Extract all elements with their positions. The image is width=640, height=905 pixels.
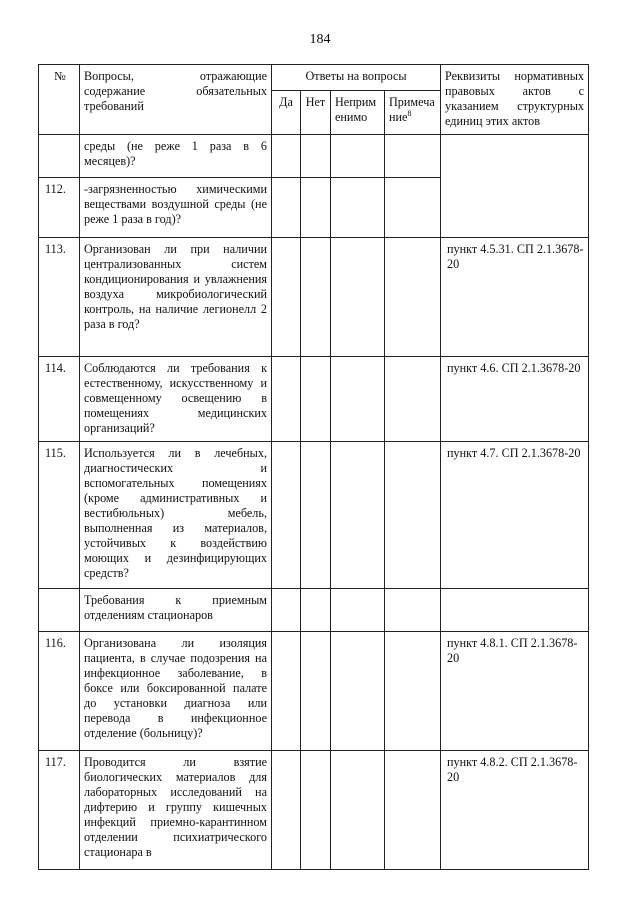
table-row [39, 357, 589, 442]
answer-no-cell[interactable] [301, 751, 331, 870]
section-heading: Требования к приемным отделениям стационаров [80, 589, 272, 632]
page-number: 184 [309, 32, 331, 47]
answer-note-cell[interactable] [385, 178, 441, 238]
header-requisites: Реквизиты нормативных правовых актов с указанием структурных единиц этих актов [441, 65, 589, 135]
answer-note-cell[interactable] [385, 751, 441, 870]
answer-na-cell[interactable] [331, 357, 385, 442]
row-reference: пункт 4.8.2. СП 2.1.3678-20 [441, 751, 589, 870]
answer-no-cell[interactable] [301, 589, 331, 632]
answer-note-cell[interactable] [385, 589, 441, 632]
answer-no-cell[interactable] [301, 632, 331, 751]
table-row [39, 751, 589, 870]
answer-na-cell[interactable] [331, 442, 385, 589]
answer-yes-cell[interactable] [272, 589, 301, 632]
answer-yes-cell[interactable] [272, 357, 301, 442]
row-reference [441, 135, 589, 238]
table-row [39, 589, 589, 632]
answer-no-cell[interactable] [301, 178, 331, 238]
header-questions: Вопросы, отражающие содержание обязательных требований [80, 65, 272, 135]
answer-no-cell[interactable] [301, 238, 331, 357]
answer-no-cell[interactable] [301, 442, 331, 589]
row-number: 115. [39, 442, 80, 589]
table-row [39, 135, 589, 178]
answer-yes-cell[interactable] [272, 238, 301, 357]
row-number: 117. [39, 751, 80, 870]
header-no: Нет [301, 91, 331, 135]
header-number: № [39, 65, 80, 135]
answer-yes-cell[interactable] [272, 178, 301, 238]
answer-yes-cell[interactable] [272, 751, 301, 870]
answer-yes-cell[interactable] [272, 632, 301, 751]
table-row [39, 238, 589, 357]
row-reference: пункт 4.6. СП 2.1.3678-20 [441, 357, 589, 442]
row-question: Соблюдаются ли требования к естественному, искусственному и совмещенному освещению в помещениях медицинских организаций? [80, 357, 272, 442]
row-number: 114. [39, 357, 80, 442]
row-reference: пункт 4.7. СП 2.1.3678-20 [441, 442, 589, 589]
row-number: 116. [39, 632, 80, 751]
row-question: Используется ли в лечебных, диагностических и вспомогательных помещениях (кроме административных и вестибюльных) мебель, выполненная из материалов, устойчивых к воздействию моющих и дезинфицирующих средств? [80, 442, 272, 589]
answer-na-cell[interactable] [331, 135, 385, 178]
header-not-applicable: Неприм енимо [331, 91, 385, 135]
row-question: Организована ли изоляция пациента, в случае подозрения на инфекционное заболевание, в боксе или боксированной палате до установки диагноза или перевода в инфекционное отделение (больницу)? [80, 632, 272, 751]
row-reference: пункт 4.8.1. СП 2.1.3678-20 [441, 632, 589, 751]
row-number: 113. [39, 238, 80, 357]
answer-note-cell[interactable] [385, 238, 441, 357]
answer-note-cell[interactable] [385, 442, 441, 589]
row-question: Организован ли при наличии централизованных систем кондиционирования и увлажнения воздуха микробиологический контроль, на наличие легионелл 2 раза в год? [80, 238, 272, 357]
answer-no-cell[interactable] [301, 357, 331, 442]
answer-note-cell[interactable] [385, 357, 441, 442]
row-number [39, 589, 80, 632]
answer-note-cell[interactable] [385, 135, 441, 178]
requirements-table [38, 64, 589, 870]
row-question: -загрязненностью химическими веществами воздушной среды (не реже 1 раза в год)? [80, 178, 272, 238]
answer-note-cell[interactable] [385, 632, 441, 751]
row-reference: пункт 4.5.31. СП 2.1.3678-20 [441, 238, 589, 357]
answer-na-cell[interactable] [331, 751, 385, 870]
row-number: 112. [39, 178, 80, 238]
answer-na-cell[interactable] [331, 238, 385, 357]
answer-na-cell[interactable] [331, 589, 385, 632]
answer-yes-cell[interactable] [272, 442, 301, 589]
header-row-top [39, 65, 589, 91]
header-note: Примеча ние$^8$ [385, 91, 441, 135]
answer-yes-cell[interactable] [272, 135, 301, 178]
footnote-mark: 8 [407, 108, 412, 118]
answer-no-cell[interactable] [301, 135, 331, 178]
table-row [39, 632, 589, 751]
row-number [39, 135, 80, 178]
row-question: среды (не реже 1 раза в 6 месяцев)? [80, 135, 272, 178]
row-question: Проводится ли взятие биологических материалов для лабораторных исследований на дифтерию и группу кишечных инфекций приемно-карантинном отделении психиатрического стационара в [80, 751, 272, 870]
answer-na-cell[interactable] [331, 632, 385, 751]
table-row [39, 442, 589, 589]
answer-na-cell[interactable] [331, 178, 385, 238]
row-reference [441, 589, 589, 632]
header-answers: Ответы на вопросы [272, 65, 441, 91]
header-yes: Да [272, 91, 301, 135]
